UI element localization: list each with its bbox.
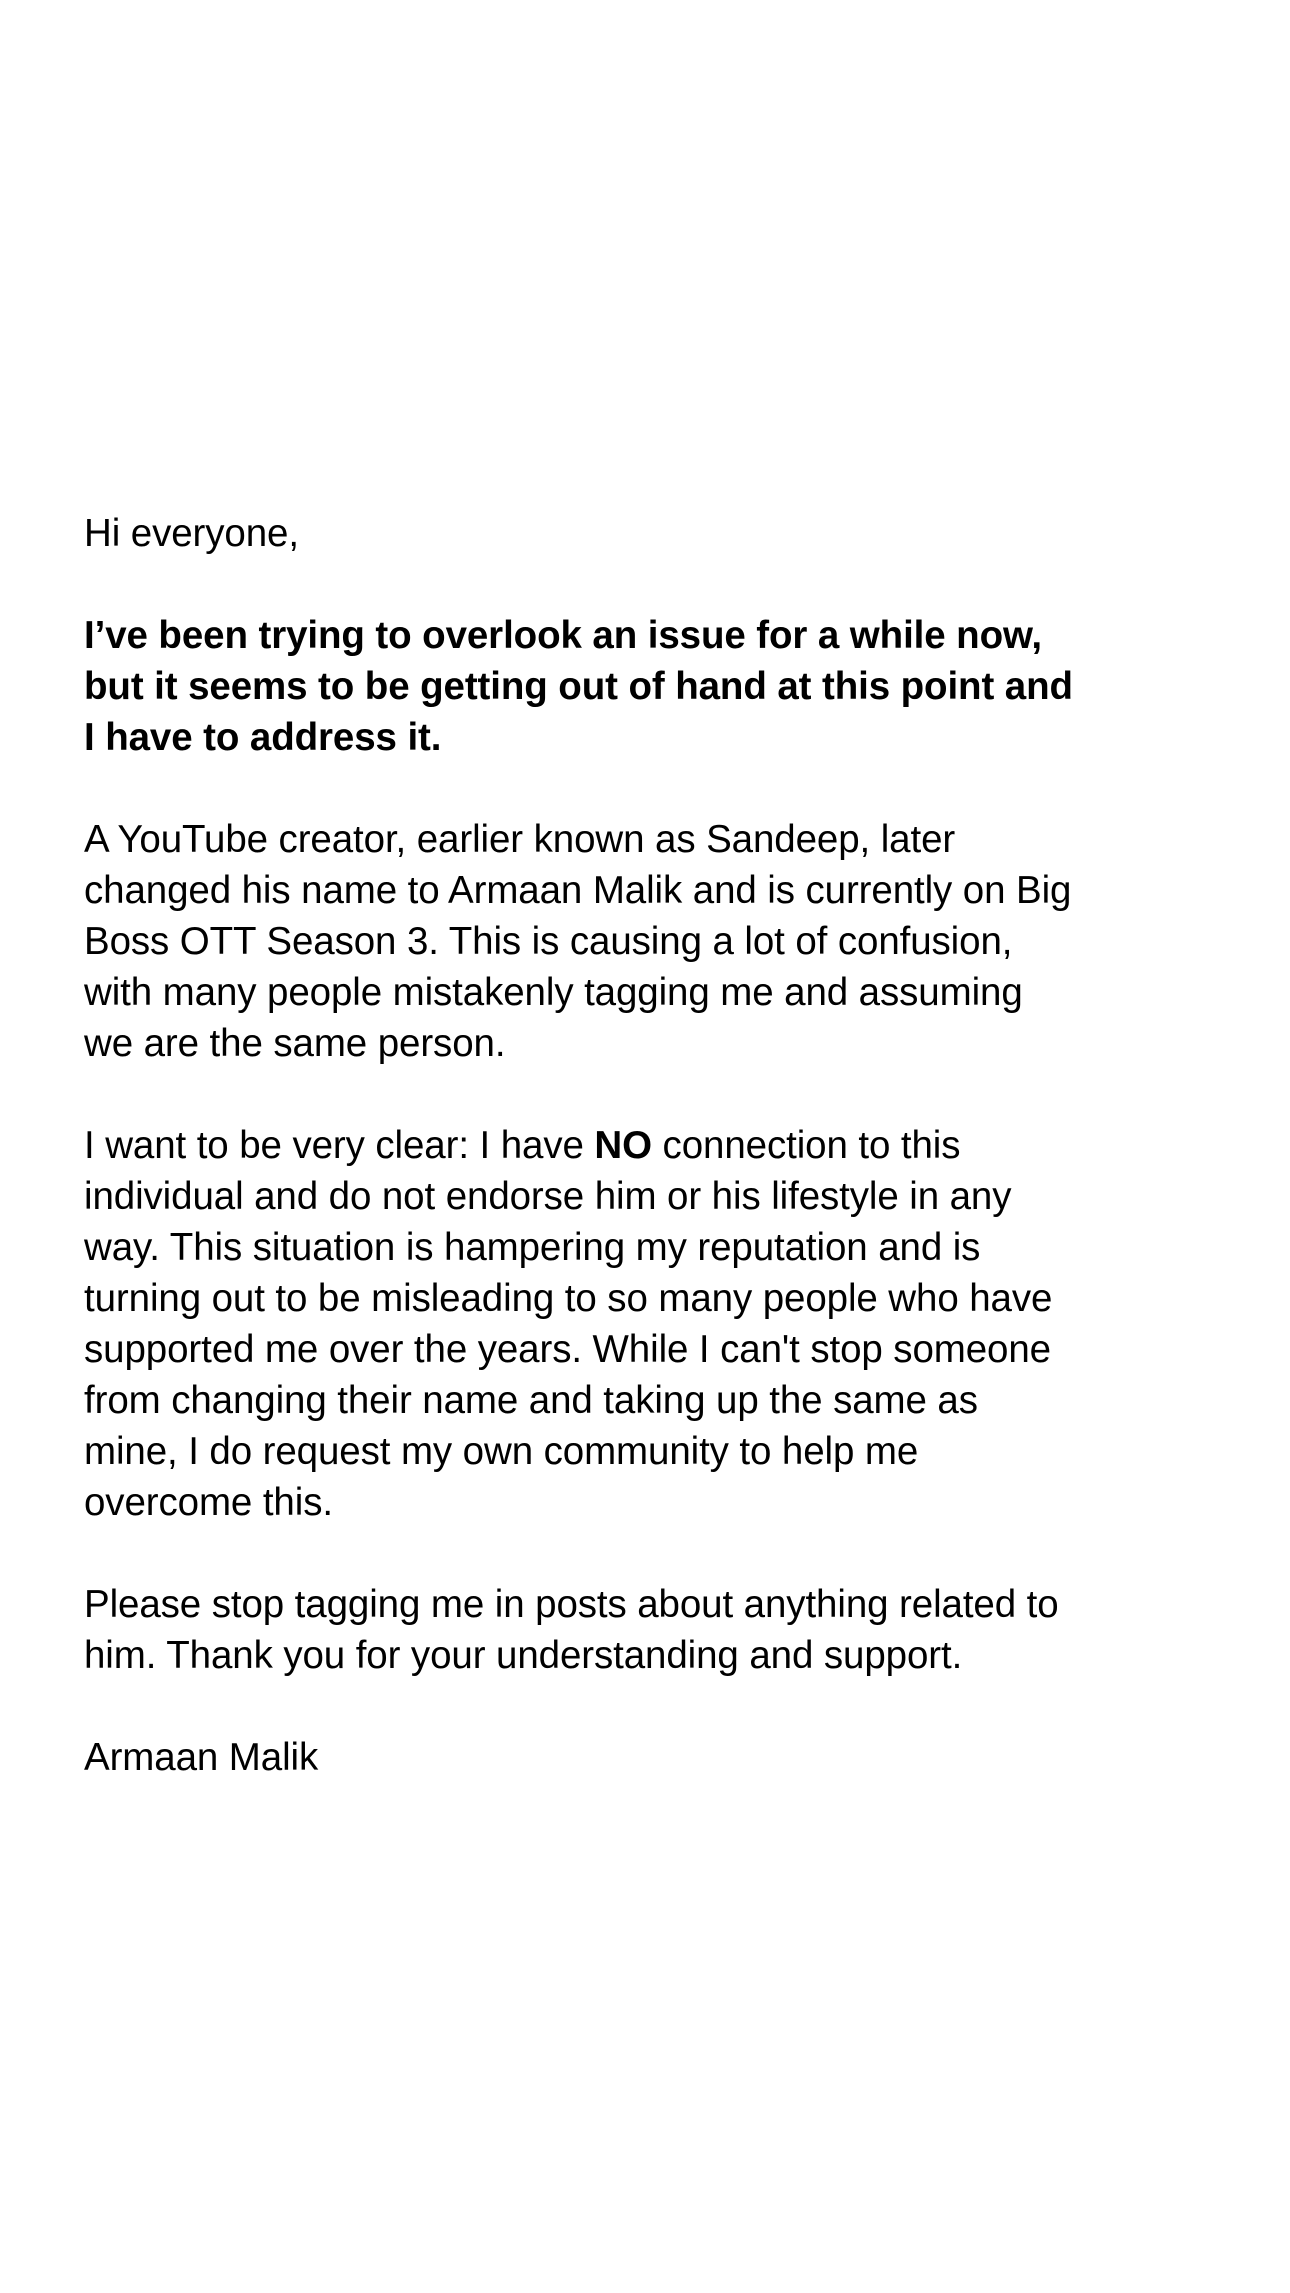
paragraph-no-connection-rest: connection to this individual and do not endorse him or his lifestyle in any way. This situation is hampering my reputation and is turning out to be misleading to so many people who have supported me over the years. While I can't stop someone from changing their name and taking up the same as mine, I do request my own community to help me overcome this. bbox=[84, 1124, 1053, 1524]
paragraph-youtube-creator: A YouTube creator, earlier known as Sandeep, later changed his name to Armaan Malik and is currently on Big Boss OTT Season 3. This is causing a lot of confusion, with many people mistakenly tagging me and assuming we are the same person. bbox=[84, 818, 1072, 1065]
paragraph-no-connection bbox=[84, 1120, 1234, 1528]
greeting: Hi everyone, bbox=[84, 512, 299, 555]
paragraph-stop-tagging: Please stop tagging me in posts about anything related to him. Thank you for your understanding and support. bbox=[84, 1583, 1059, 1677]
statement-body bbox=[84, 508, 1234, 1783]
paragraph-no-connection-start: I want to be very clear: I have bbox=[84, 1124, 595, 1167]
emphasis-no: NO bbox=[594, 1124, 652, 1167]
intro-bold-paragraph: I’ve been trying to overlook an issue for a while now, but it seems to be getting out of hand at this point and I have to address it. bbox=[84, 614, 1073, 759]
signature: Armaan Malik bbox=[84, 1736, 319, 1779]
